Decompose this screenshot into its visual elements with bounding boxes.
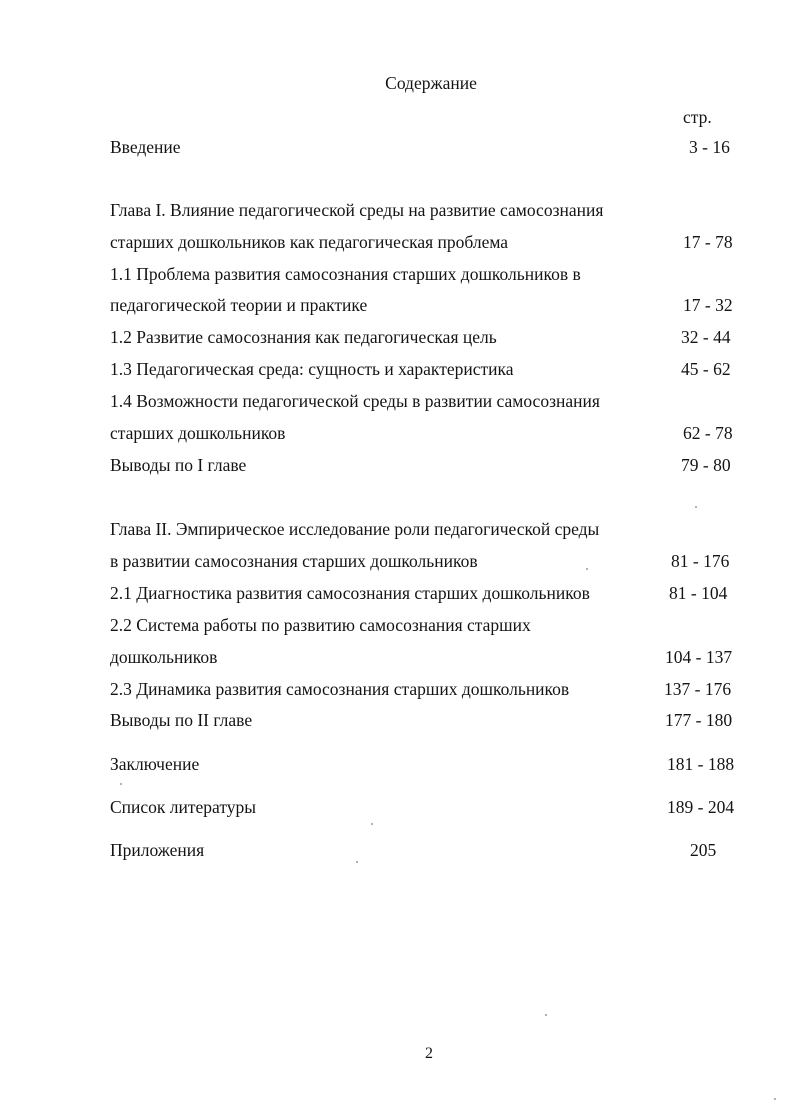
toc-pages-chapter2: 81 - 176	[671, 551, 730, 571]
scan-speck	[356, 861, 358, 863]
toc-chapter1-title-line2: старших дошкольников как педагогическая проблема	[110, 232, 509, 252]
toc-section-1-2: 1.2 Развитие самосознания как педагогическая цель	[110, 327, 497, 347]
toc-entry-appendices: Приложения	[110, 840, 205, 860]
toc-pages-section-1-2: 32 - 44	[681, 327, 731, 347]
toc-pages-section-1-3: 45 - 62	[681, 359, 731, 379]
toc-pages-chapter1-conclusions: 79 - 80	[681, 455, 731, 475]
toc-chapter1-title-line1: Глава I. Влияние педагогической среды на развитие самосознания	[110, 200, 604, 220]
pages-column-header: стр.	[683, 107, 712, 127]
scan-speck	[371, 823, 373, 825]
scan-speck	[586, 568, 588, 570]
toc-pages-section-2-1: 81 - 104	[669, 583, 728, 603]
toc-pages-introduction: 3 - 16	[689, 137, 730, 157]
toc-entry-introduction: Введение	[110, 137, 181, 157]
scan-speck	[545, 1014, 547, 1016]
toc-pages-section-2-2: 104 - 137	[665, 647, 733, 667]
toc-pages-section-2-3: 137 - 176	[664, 679, 732, 699]
toc-pages-section-1-4: 62 - 78	[683, 423, 733, 443]
toc-chapter2-title-line2: в развитии самосознания старших дошкольников	[110, 551, 478, 571]
toc-pages-references: 189 - 204	[667, 797, 735, 817]
scan-speck	[695, 506, 697, 508]
toc-entry-conclusion: Заключение	[110, 754, 200, 774]
toc-section-1-1-line1: 1.1 Проблема развития самосознания старших дошкольников в	[110, 264, 581, 284]
scan-speck	[120, 783, 122, 785]
toc-chapter1-conclusions: Выводы по I главе	[110, 455, 247, 475]
toc-section-2-1: 2.1 Диагностика развития самосознания старших дошкольников	[110, 583, 590, 603]
toc-entry-references: Список литературы	[110, 797, 257, 817]
toc-pages-section-1-1: 17 - 32	[683, 295, 733, 315]
toc-section-1-1-line2: педагогической теории и практике	[110, 295, 368, 315]
toc-pages-chapter2-conclusions: 177 - 180	[665, 710, 733, 730]
scan-speck	[774, 1098, 776, 1100]
toc-chapter2-conclusions: Выводы по II главе	[110, 710, 253, 730]
toc-section-2-2-line2: дошкольников	[110, 647, 218, 667]
toc-section-1-3: 1.3 Педагогическая среда: сущность и характеристика	[110, 359, 514, 379]
toc-section-2-3: 2.3 Динамика развития самосознания старших дошкольников	[110, 679, 570, 699]
toc-section-2-2-line1: 2.2 Система работы по развитию самосознания старших	[110, 615, 531, 635]
toc-pages-appendices: 205	[690, 840, 717, 860]
toc-section-1-4-line2: старших дошкольников	[110, 423, 286, 443]
toc-chapter2-title-line1: Глава II. Эмпирическое исследование роли педагогической среды	[110, 519, 600, 539]
toc-title: Содержание	[385, 73, 477, 93]
toc-pages-conclusion: 181 - 188	[667, 754, 735, 774]
toc-pages-chapter1: 17 - 78	[683, 232, 733, 252]
toc-section-1-4-line1: 1.4 Возможности педагогической среды в развитии самосознания	[110, 391, 600, 411]
page-number: 2	[425, 1045, 433, 1062]
